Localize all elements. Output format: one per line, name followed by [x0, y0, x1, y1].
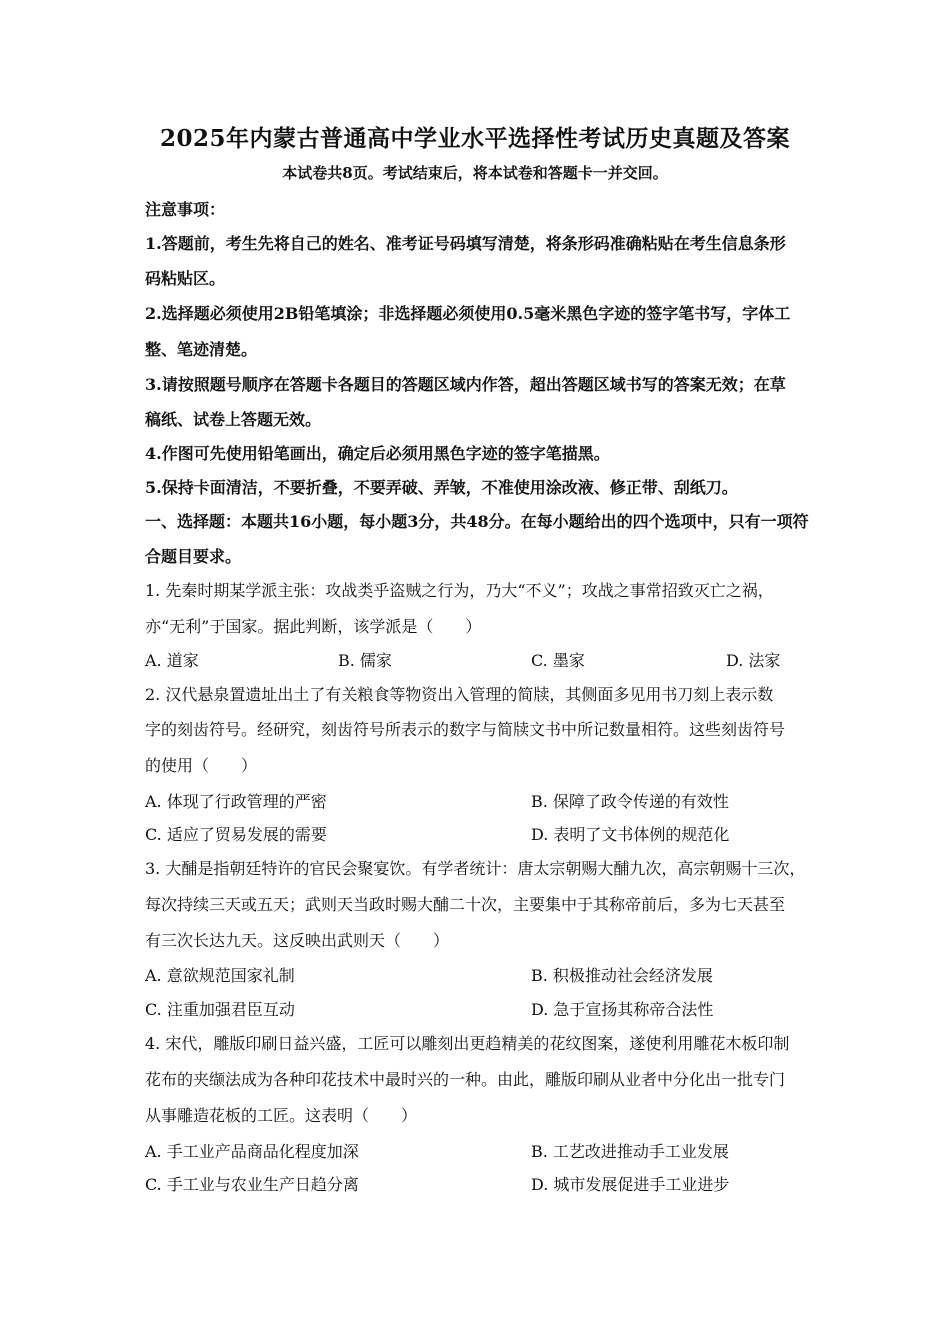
question-3-option-b: B. 积极推动社会经济发展	[531, 966, 713, 985]
question-2-text: 字的刻齿符号。经研究，刻齿符号所表示的数字与简牍文书中所记数量相符。这些刻齿符号	[145, 720, 786, 739]
question-3-text: 3. 大酺是指朝廷特许的官民会聚宴饮。有学者统计：唐太宗朝赐大酺九次，高宗朝赐十三次，	[145, 859, 806, 878]
notice-line: 码粘贴区。	[145, 269, 226, 288]
section-heading: 合题目要求。	[145, 547, 242, 566]
question-1-option-d: D. 法家	[726, 651, 781, 670]
question-1-option-b: B. 儒家	[338, 651, 392, 670]
question-2-text: 的使用（ ）	[145, 756, 258, 775]
notice-line: 整、笔迹清楚。	[145, 340, 258, 359]
page-subtitle: 本试卷共8页。考试结束后，将本试卷和答题卡一并交回。	[282, 164, 668, 182]
notice-line: 5.保持卡面清洁，不要折叠，不要弄破、弄皱，不准使用涂改液、修正带、刮纸刀。	[145, 478, 738, 497]
question-4-option-a: A. 手工业产品商品化程度加深	[145, 1142, 359, 1161]
question-4-option-d: D. 城市发展促进手工业进步	[531, 1175, 730, 1194]
question-4-option-c: C. 手工业与农业生产日趋分离	[145, 1175, 359, 1194]
question-3-option-c: C. 注重加强君臣互动	[145, 1000, 295, 1019]
page-title: 2025年内蒙古普通高中学业水平选择性考试历史真题及答案	[159, 125, 790, 152]
notice-heading: 注意事项：	[145, 200, 226, 219]
question-3-option-d: D. 急于宣扬其称帝合法性	[531, 1000, 714, 1019]
question-2-option-d: D. 表明了文书体例的规范化	[531, 825, 730, 844]
notice-line: 1.答题前，考生先将自己的姓名、准考证号码填写清楚，将条形码准确粘贴在考生信息条形	[145, 234, 786, 253]
notice-line: 4.作图可先使用铅笔画出，确定后必须用黑色字迹的签字笔描黑。	[145, 444, 610, 463]
notice-line: 稿纸、试卷上答题无效。	[145, 410, 322, 429]
question-2-option-a: A. 体现了行政管理的严密	[145, 792, 327, 811]
notice-line: 3.请按照题号顺序在答题卡各题目的答题区域内作答，超出答题区域书写的答案无效；在草	[145, 375, 786, 394]
question-3-text: 有三次长达九天。这反映出武则天（ ）	[145, 931, 450, 950]
question-4-option-b: B. 工艺改进推动手工业发展	[531, 1142, 729, 1161]
question-2-option-b: B. 保障了政令传递的有效性	[531, 792, 729, 811]
question-3-option-a: A. 意欲规范国家礼制	[145, 966, 295, 985]
question-4-text: 花布的夹缬法成为各种印花技术中最时兴的一种。由此，雕版印刷从业者中分化出一批专门	[145, 1070, 786, 1089]
question-4-text: 从事雕造花板的工匠。这表明（ ）	[145, 1106, 418, 1125]
question-1-option-c: C. 墨家	[531, 651, 585, 670]
question-1-text: 1. 先秦时期某学派主张：攻战类乎盗贼之行为，乃大“不义”；攻战之事常招致灭亡之祸，	[145, 581, 774, 600]
question-1-option-a: A. 道家	[145, 651, 199, 670]
section-heading: 一、选择题：本题共16小题，每小题3分，共48分。在每小题给出的四个选项中，只有一项符	[145, 512, 809, 531]
question-2-option-c: C. 适应了贸易发展的需要	[145, 825, 327, 844]
question-1-text: 亦“无利”于国家。据此判断，该学派是（ ）	[145, 617, 482, 636]
question-3-text: 每次持续三天或五天；武则天当政时赐大酺二十次，主要集中于其称帝前后，多为七天甚至	[145, 895, 786, 914]
question-4-text: 4. 宋代，雕版印刷日益兴盛，工匠可以雕刻出更趋精美的花纹图案，遂使利用雕花木板印制	[145, 1034, 790, 1053]
notice-line: 2.选择题必须使用2B铅笔填涂；非选择题必须使用0.5毫米黑色字迹的签字笔书写，字体工	[145, 304, 791, 323]
question-2-text: 2. 汉代悬泉置遗址出土了有关粮食等物资出入管理的简牍，其侧面多见用书刀刻上表示数	[145, 685, 774, 704]
